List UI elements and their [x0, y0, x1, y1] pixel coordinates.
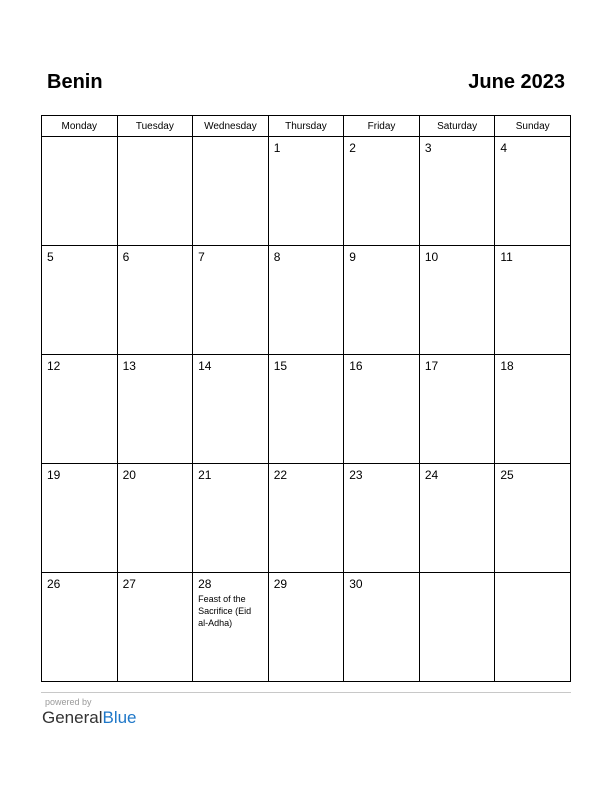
day-number: 23 — [349, 468, 363, 482]
day-number: 28 — [198, 577, 212, 591]
day-number: 18 — [500, 359, 514, 373]
day-number: 3 — [424, 141, 432, 155]
day-number: 16 — [349, 359, 363, 373]
day-number: 25 — [500, 468, 514, 482]
day-cell — [42, 355, 118, 464]
day-number: 7 — [198, 250, 205, 264]
weekday-header: Monday — [42, 116, 118, 137]
day-cell — [42, 464, 118, 573]
day-number: 5 — [47, 250, 54, 264]
week-row — [42, 246, 571, 355]
day-number: 1 — [273, 141, 281, 155]
day-cell — [268, 355, 344, 464]
day-cell — [344, 573, 420, 682]
day-cell — [419, 355, 495, 464]
holiday-label: Feast of the Sacrifice (Eid al-Adha) — [198, 594, 252, 628]
day-cell — [193, 246, 269, 355]
day-cell — [344, 137, 420, 246]
day-cell — [42, 246, 118, 355]
day-number: 17 — [424, 359, 439, 373]
day-number: 11 — [500, 250, 513, 264]
day-cell — [419, 246, 495, 355]
logo-general: General — [42, 708, 103, 727]
generalblue-logo — [42, 708, 137, 728]
day-cell — [344, 355, 420, 464]
weekday-header: Wednesday — [193, 116, 269, 137]
day-cell — [117, 464, 193, 573]
day-cell — [495, 246, 571, 355]
day-cell — [42, 573, 118, 682]
day-cell — [268, 137, 344, 246]
day-cell — [42, 137, 118, 246]
day-cell — [268, 573, 344, 682]
logo-blue: Blue — [102, 708, 137, 727]
day-cell — [495, 137, 571, 246]
day-number: 14 — [198, 359, 212, 373]
weekday-header: Friday — [344, 116, 420, 137]
day-cell — [117, 137, 193, 246]
day-number: 12 — [47, 359, 61, 373]
day-number: 22 — [273, 468, 288, 482]
day-number: 24 — [424, 468, 439, 482]
day-cell — [117, 355, 193, 464]
day-number: 10 — [424, 250, 439, 264]
day-number: 15 — [273, 359, 288, 373]
week-row — [42, 137, 571, 246]
day-cell — [117, 573, 193, 682]
weekday-header: Sunday — [495, 116, 571, 137]
footer-divider — [41, 692, 571, 693]
day-number: 21 — [198, 468, 212, 482]
day-number: 30 — [349, 577, 363, 591]
week-row — [42, 355, 571, 464]
day-number: 2 — [349, 141, 356, 155]
weekday-header: Saturday — [419, 116, 495, 137]
day-cell — [268, 246, 344, 355]
weekday-header: Tuesday — [117, 116, 193, 137]
day-cell — [344, 246, 420, 355]
week-row — [42, 464, 571, 573]
weekday-header: Thursday — [268, 116, 344, 137]
day-number: 26 — [47, 577, 61, 591]
day-cell — [495, 464, 571, 573]
calendar-grid — [41, 115, 571, 682]
day-number: 29 — [273, 577, 288, 591]
day-cell — [344, 464, 420, 573]
day-cell — [419, 464, 495, 573]
powered-by-text: powered by — [45, 697, 92, 707]
day-number: 19 — [47, 468, 61, 482]
day-cell — [495, 573, 571, 682]
day-cell — [193, 355, 269, 464]
day-cell — [419, 137, 495, 246]
day-number: 13 — [122, 359, 136, 373]
day-cell — [117, 246, 193, 355]
calendar-month-title: June 2023 — [468, 71, 565, 93]
calendar-country: Benin — [47, 71, 103, 93]
day-number: 6 — [122, 250, 130, 264]
day-cell — [193, 573, 269, 682]
day-number: 27 — [122, 577, 136, 591]
day-number: 9 — [349, 250, 356, 264]
weekday-header-row — [42, 116, 571, 137]
week-row — [42, 573, 571, 682]
day-cell — [419, 573, 495, 682]
day-number: 4 — [500, 141, 508, 155]
day-cell — [193, 137, 269, 246]
day-number: 20 — [122, 468, 136, 482]
day-cell — [495, 355, 571, 464]
day-cell — [193, 464, 269, 573]
day-cell — [268, 464, 344, 573]
day-number: 8 — [273, 250, 281, 264]
